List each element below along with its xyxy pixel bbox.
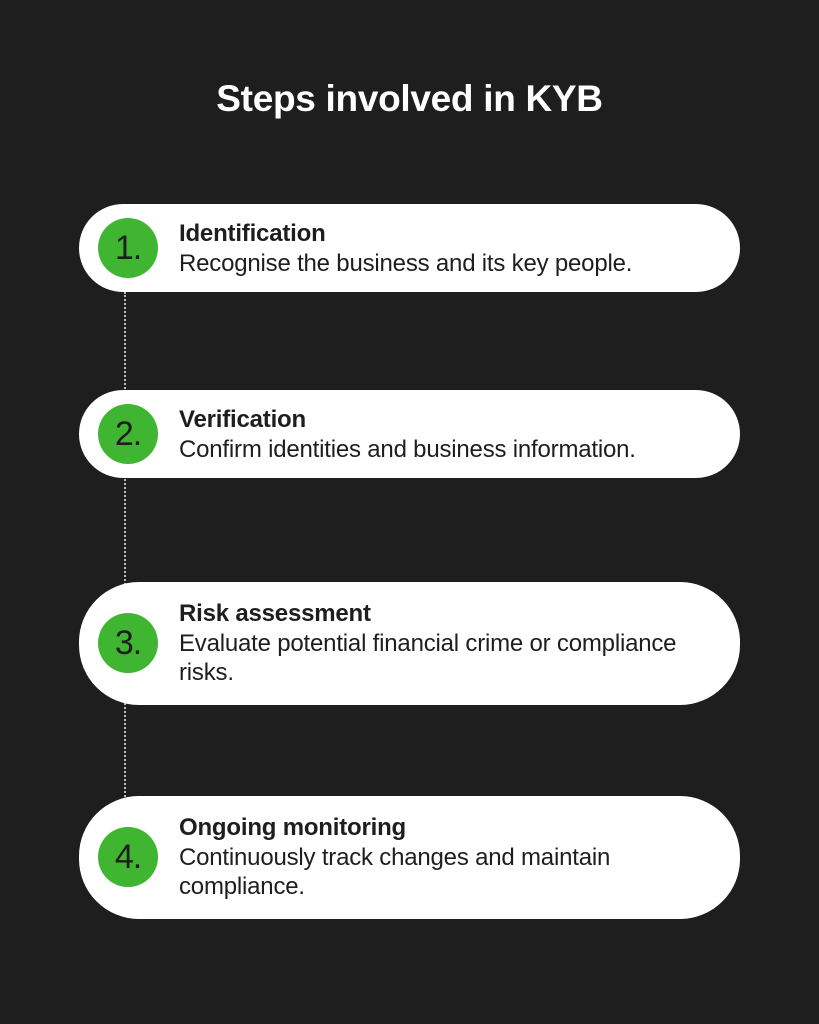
step-card-risk-assessment	[79, 582, 740, 705]
step-text	[179, 405, 710, 464]
page-title: Steps involved in KYB	[216, 78, 603, 119]
step-description: Recognise the business and its key people.	[179, 250, 633, 277]
step-number-badge: 4.	[98, 827, 158, 887]
step-description: Evaluate potential financial crime or compliance risks.	[179, 630, 677, 686]
step-number-badge: 2.	[98, 404, 158, 464]
step-heading: Ongoing monitoring	[179, 814, 407, 841]
step-text	[179, 813, 710, 901]
step-number-badge: 3.	[98, 613, 158, 673]
step-heading: Identification	[179, 220, 326, 247]
step-heading: Verification	[179, 406, 306, 433]
step-description: Confirm identities and business information.	[179, 436, 636, 463]
step-text	[179, 219, 710, 278]
step-description: Continuously track changes and maintain compliance.	[179, 844, 611, 900]
step-text	[179, 599, 710, 687]
step-number-badge: 1.	[98, 218, 158, 278]
step-card-identification	[79, 204, 740, 292]
step-heading: Risk assessment	[179, 600, 371, 627]
dotted-connector-line	[124, 292, 126, 800]
step-card-verification	[79, 390, 740, 478]
step-card-ongoing-monitoring	[79, 796, 740, 919]
